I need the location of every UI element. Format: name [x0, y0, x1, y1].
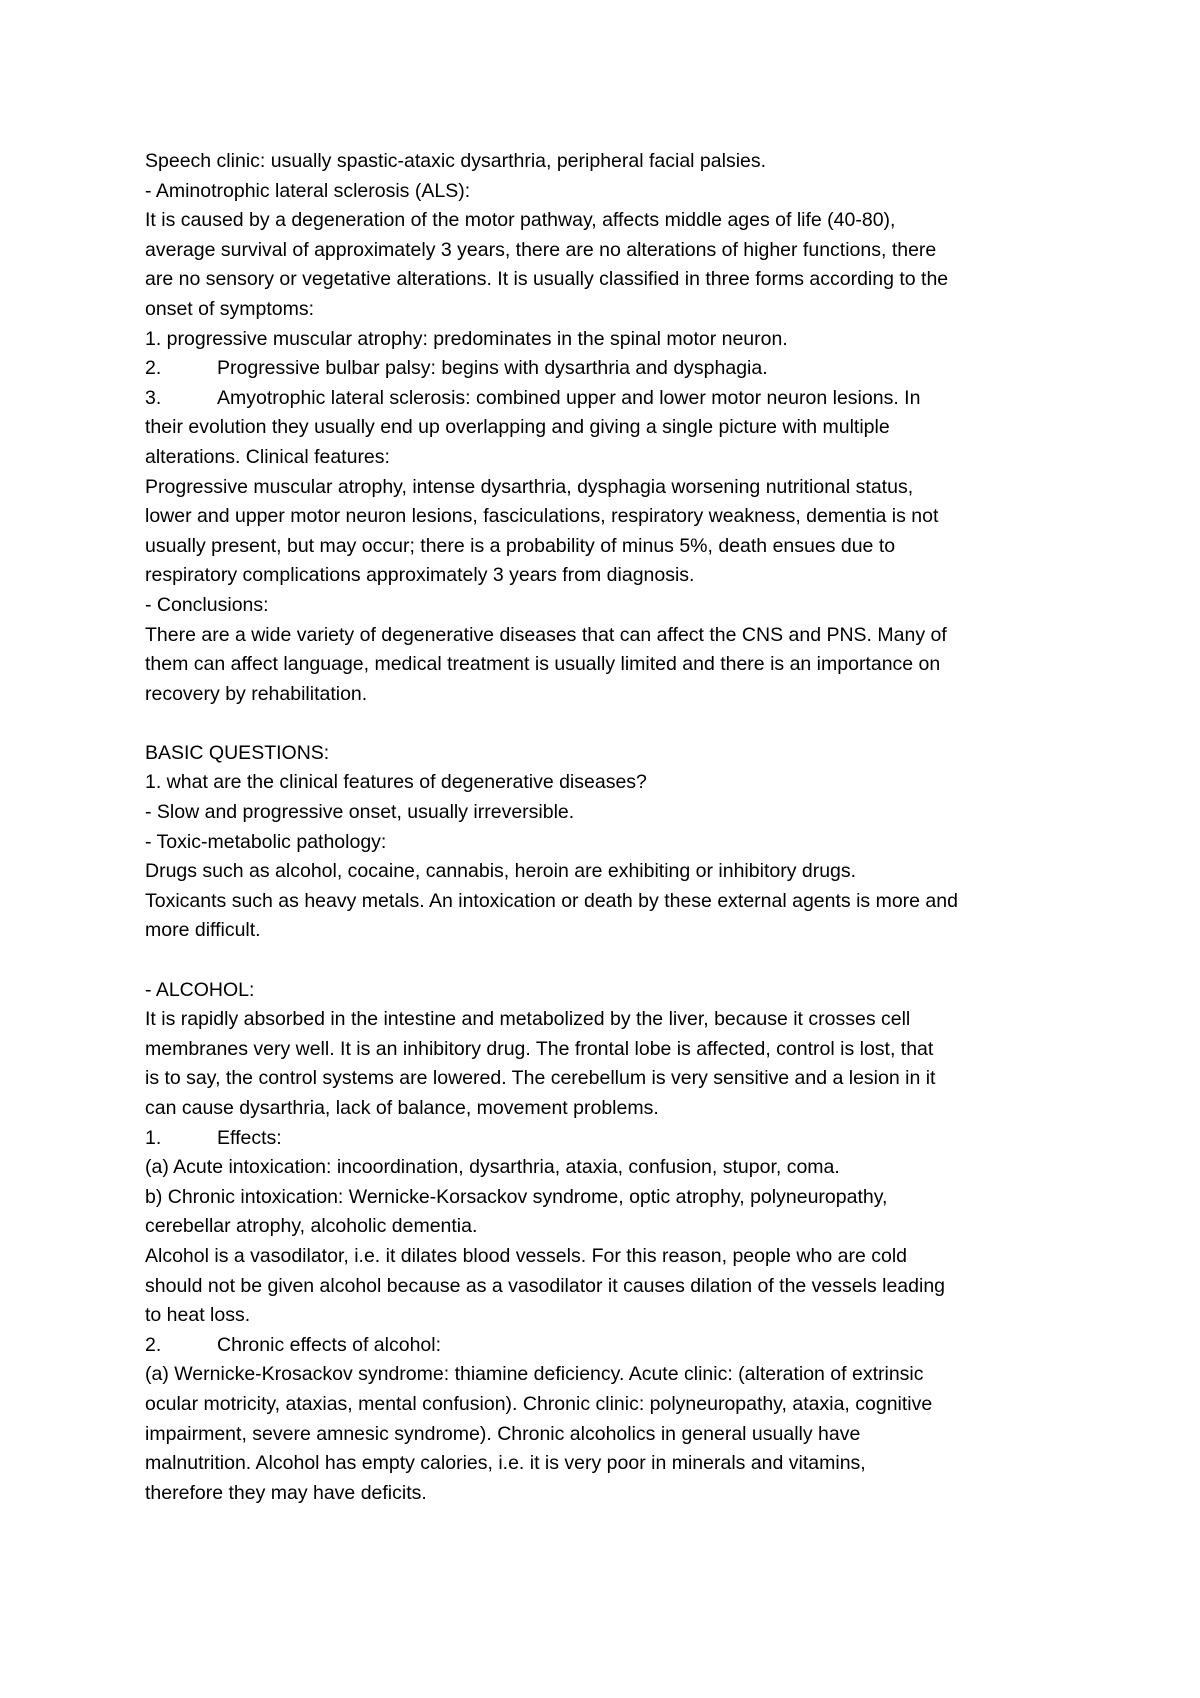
text-line: Drugs such as alcohol, cocaine, cannabis, heroin are exhibiting or inhibitory drugs.: [145, 860, 857, 883]
text-line: Alcohol is a vasodilator, i.e. it dilates blood vessels. For this reason, people who are cold: [145, 1244, 907, 1267]
blank-line: [145, 946, 1085, 976]
text-line: is to say, the control systems are lowered. The cerebellum is very sensitive and a lesion in it: [145, 1067, 936, 1090]
section-heading: - ALCOHOL:: [145, 978, 255, 1001]
section-heading: - Toxic-metabolic pathology:: [145, 830, 387, 853]
text-line: - Slow and progressive onset, usually irreversible.: [145, 801, 575, 824]
text-line: are no sensory or vegetative alterations. It is usually classified in three forms according to the: [145, 268, 949, 291]
document-body: [145, 147, 1085, 1508]
list-item-text: Progressive bulbar palsy: begins with dysarthria and dysphagia.: [217, 357, 768, 380]
question-item: 1. what are the clinical features of degenerative diseases?: [145, 771, 647, 794]
list-number: 1.: [145, 1126, 162, 1149]
text-line: (a) Wernicke-Krosackov syndrome: thiamine deficiency. Acute clinic: (alteration of extrinsic: [145, 1363, 924, 1386]
text-line: average survival of approximately 3 years, there are no alterations of higher functions, there: [145, 238, 937, 261]
text-line: alterations. Clinical features:: [145, 445, 390, 468]
list-item-text: Chronic effects of alcohol:: [217, 1333, 442, 1356]
list-number: 2.: [145, 1333, 162, 1356]
text-line: Toxicants such as heavy metals. An intoxication or death by these external agents is more and: [145, 889, 958, 912]
text-line: lower and upper motor neuron lesions, fasciculations, respiratory weakness, dementia is not: [145, 505, 939, 528]
text-line: respiratory complications approximately 3 years from diagnosis.: [145, 564, 695, 587]
text-line: ocular motricity, ataxias, mental confusion). Chronic clinic: polyneuropathy, ataxia, cognitive: [145, 1392, 933, 1415]
list-number: 2.: [145, 357, 162, 380]
text-line: their evolution they usually end up overlapping and giving a single picture with multiple: [145, 416, 890, 439]
text-line: It is caused by a degeneration of the motor pathway, affects middle ages of life (40-80),: [145, 209, 896, 232]
section-heading: - Conclusions:: [145, 593, 269, 616]
text-line: should not be given alcohol because as a vasodilator it causes dilation of the vessels leading: [145, 1274, 946, 1297]
list-item: [145, 1124, 1085, 1154]
text-line: to heat loss.: [145, 1304, 251, 1327]
text-line: (a) Acute intoxication: incoordination, dysarthria, ataxia, confusion, stupor, coma.: [145, 1156, 840, 1179]
text-line: recovery by rehabilitation.: [145, 682, 368, 705]
list-number: 3.: [145, 386, 162, 409]
text-line: can cause dysarthria, lack of balance, movement problems.: [145, 1097, 659, 1119]
text-line: It is rapidly absorbed in the intestine and metabolized by the liver, because it crosses cell: [145, 1008, 911, 1031]
list-item-text: Effects:: [217, 1126, 282, 1149]
list-item: [145, 354, 1085, 384]
text-line: cerebellar atrophy, alcoholic dementia.: [145, 1215, 478, 1238]
list-item: [145, 1331, 1085, 1361]
text-line: usually present, but may occur; there is a probability of minus 5%, death ensues due to: [145, 534, 896, 557]
text-line: There are a wide variety of degenerative diseases that can affect the CNS and PNS. Many of: [145, 623, 947, 646]
text-line: them can affect language, medical treatment is usually limited and there is an importance on: [145, 653, 941, 676]
section-heading: BASIC QUESTIONS:: [145, 741, 330, 764]
blank-line: [145, 709, 1085, 739]
text-line: onset of symptoms:: [145, 297, 315, 320]
text-line: Progressive muscular atrophy, intense dysarthria, dysphagia worsening nutritional status,: [145, 475, 914, 498]
text-line: more difficult.: [145, 919, 261, 942]
section-heading: - Aminotrophic lateral sclerosis (ALS):: [145, 179, 471, 202]
list-item: 1. progressive muscular atrophy: predominates in the spinal motor neuron.: [145, 327, 788, 350]
text-line: malnutrition. Alcohol has empty calories, i.e. it is very poor in minerals and vitamins,: [145, 1452, 866, 1475]
list-item: [145, 384, 1085, 414]
text-line: impairment, severe amnesic syndrome). Chronic alcoholics in general usually have: [145, 1422, 861, 1445]
list-item-text: Amyotrophic lateral sclerosis: combined upper and lower motor neuron lesions. In: [217, 386, 921, 409]
text-line: therefore they may have deficits.: [145, 1481, 427, 1504]
text-line: b) Chronic intoxication: Wernicke-Korsackov syndrome, optic atrophy, polyneuropathy,: [145, 1185, 888, 1208]
text-line: Speech clinic: usually spastic-ataxic dysarthria, peripheral facial palsies.: [145, 150, 767, 172]
text-line: membranes very well. It is an inhibitory drug. The frontal lobe is affected, control is lost, that: [145, 1037, 934, 1060]
